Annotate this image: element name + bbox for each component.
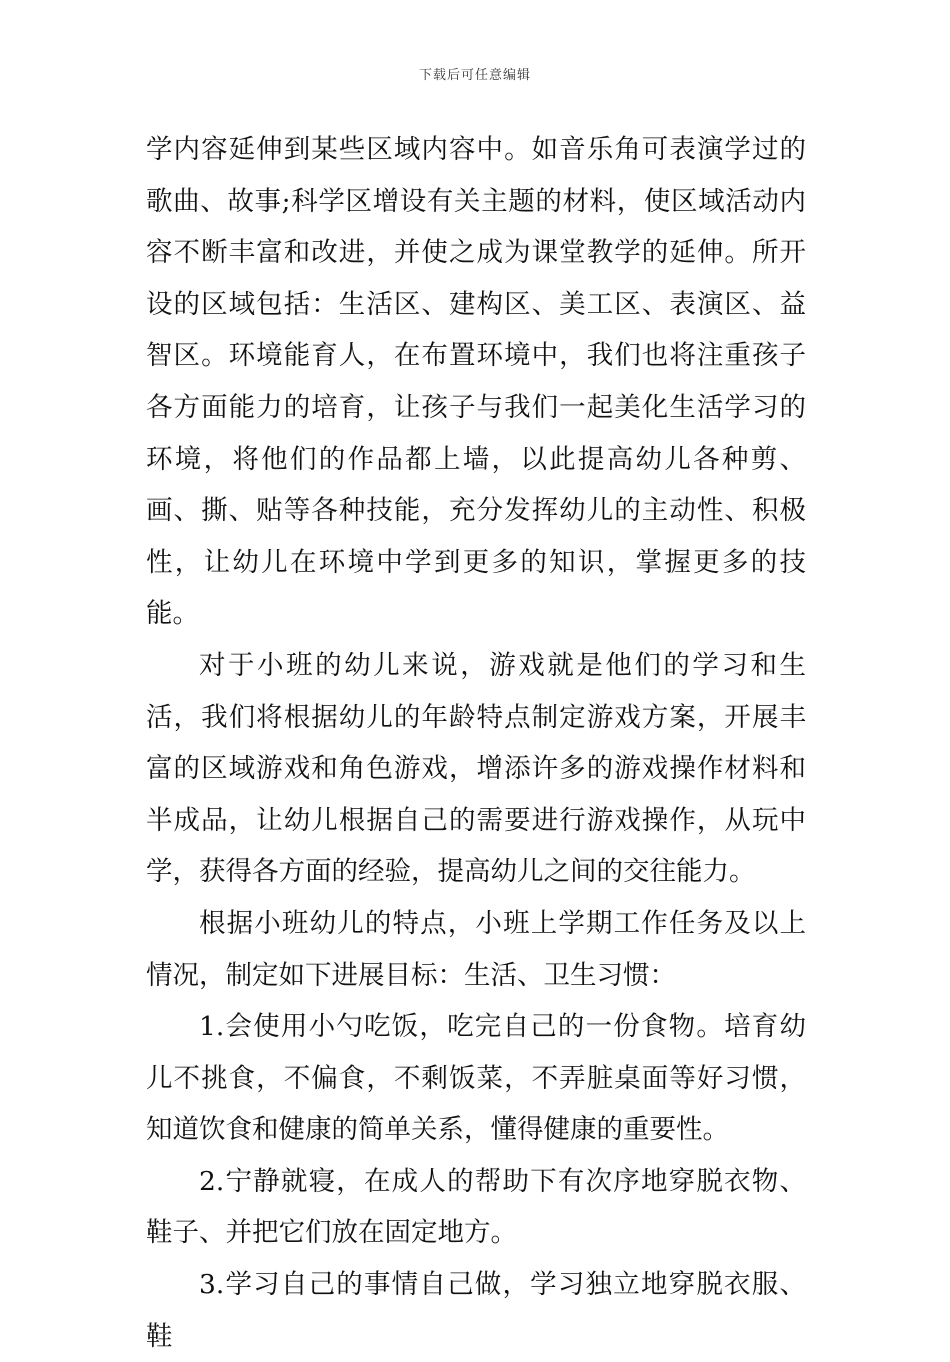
page-header: 下载后可任意编辑 — [418, 68, 531, 83]
list-item-2: 2.宁静就寝，在成人的帮助下有次序地穿脱衣物、鞋子、并把它们放在固定地方。 — [146, 1165, 806, 1249]
list-item-3: 3.学习自己的事情自己做，学习独立地穿脱衣服、鞋 — [146, 1269, 806, 1352]
list-item-1: 1.会使用小勺吃饭，吃完自己的一份食物。培育幼儿不挑食，不偏食，不剩饭菜，不弄脏桌面等好习惯，知道饮食和健康的简单关系，懂得健康的重要性。 — [146, 1011, 806, 1146]
document-body — [146, 124, 806, 1362]
paragraph-goals: 根据小班幼儿的特点，小班上学期工作任务及以上情况，制定如下进展目标：生活、卫生习惯： — [146, 907, 806, 991]
paragraph-games: 对于小班的幼儿来说，游戏就是他们的学习和生活，我们将根据幼儿的年龄特点制定游戏方案，开展丰富的区域游戏和角色游戏，增添许多的游戏操作材料和半成品，让幼儿根据自己的需要进行游戏操作，从玩中学，获得各方面的经验，提高幼儿之间的交往能力。 — [146, 649, 806, 888]
paragraph-continued: 学内容延伸到某些区域内容中。如音乐角可表演学过的歌曲、故事;科学区增设有关主题的材料，使区域活动内容不断丰富和改进，并使之成为课堂教学的延伸。所开设的区域包括：生活区、建构区、美工区、表演区、益智区。环境能育人，在布置环境中，我们也将注重孩子各方面能力的培育，让孩子与我们一起美化生活学习的环境，将他们的作品都上墙，以此提高幼儿各种剪、画、撕、贴等各种技能，充分发挥幼儿的主动性、积极性，让幼儿在环境中学到更多的知识，掌握更多的技能。 — [146, 134, 806, 630]
